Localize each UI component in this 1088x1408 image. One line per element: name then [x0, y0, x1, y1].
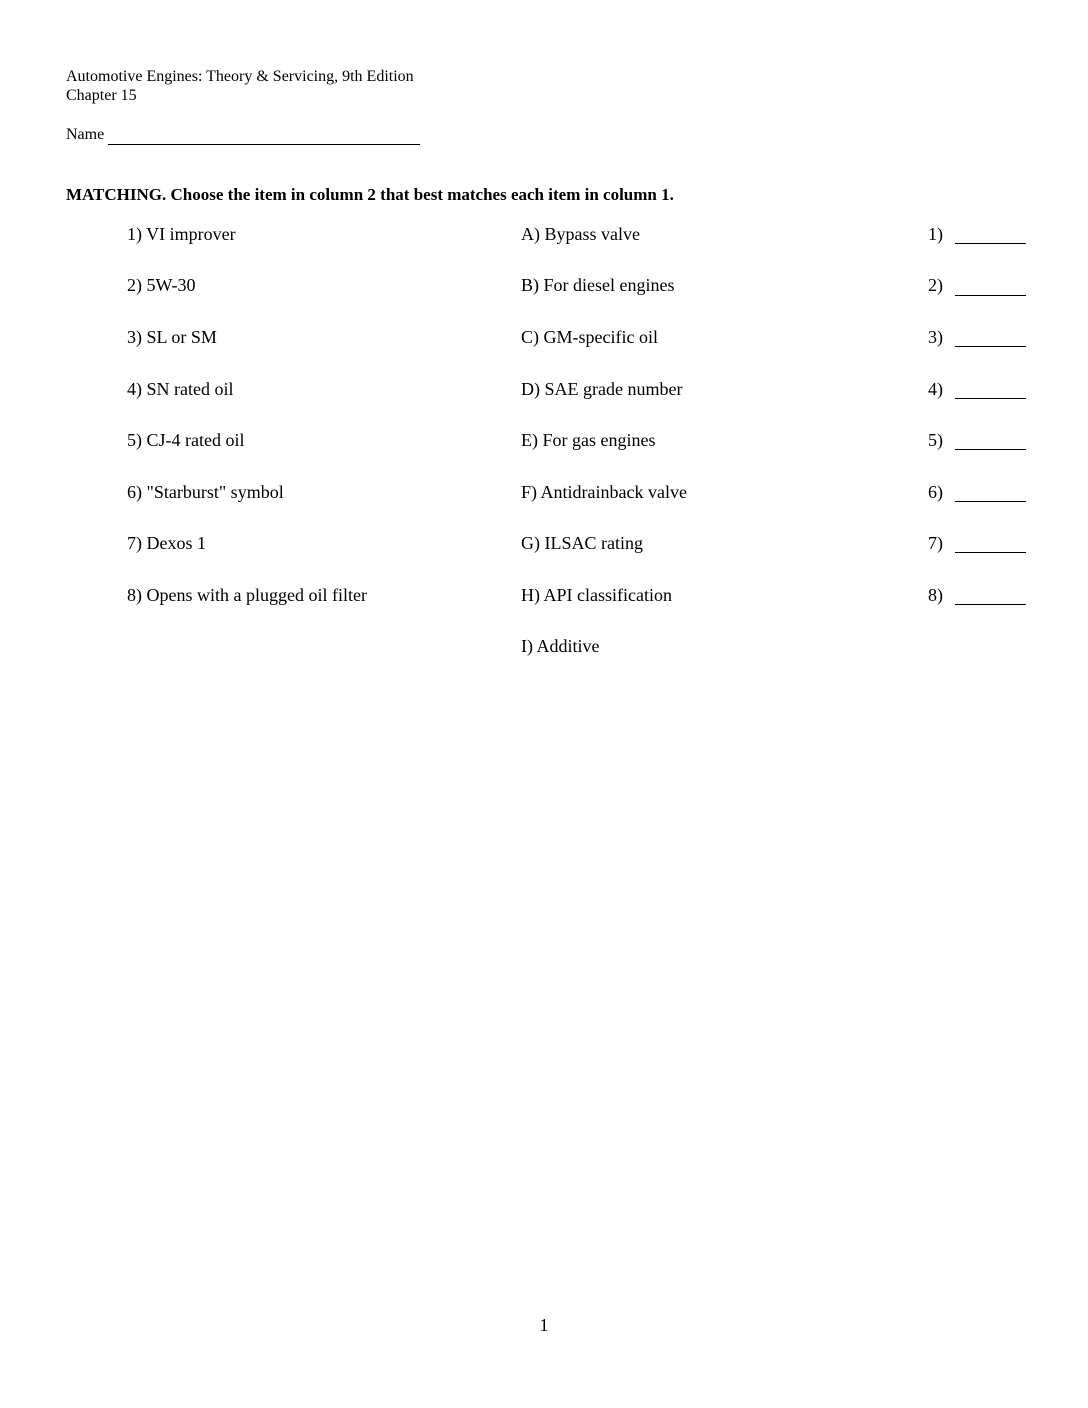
column2-item-c: C) GM-specific oil [521, 327, 658, 347]
name-label: Name [66, 126, 105, 143]
column1-item-6: 6) "Starburst" symbol [127, 482, 284, 502]
matching-instructions: MATCHING. Choose the item in column 2 that best matches each item in column 1. [66, 185, 674, 204]
column1-item-3: 3) SL or SM [127, 327, 217, 347]
column1-item-5: 5) CJ-4 rated oil [127, 430, 245, 450]
answer-number-7: 7) [928, 533, 943, 553]
book-title: Automotive Engines: Theory & Servicing, 9th Edition [66, 68, 414, 85]
answer-number-3: 3) [928, 327, 943, 347]
column2-item-d: D) SAE grade number [521, 379, 683, 399]
answer-number-6: 6) [928, 482, 943, 502]
answer-blank-1[interactable] [955, 243, 1026, 244]
answer-number-1: 1) [928, 224, 943, 244]
column2-item-g: G) ILSAC rating [521, 533, 643, 553]
answer-blank-7[interactable] [955, 552, 1026, 553]
page-number: 1 [539, 1315, 549, 1335]
answer-number-8: 8) [928, 585, 943, 605]
name-input-line[interactable] [108, 144, 420, 145]
chapter-label: Chapter 15 [66, 87, 137, 104]
column1-item-2: 2) 5W-30 [127, 275, 196, 295]
column2-item-b: B) For diesel engines [521, 275, 675, 295]
answer-blank-3[interactable] [955, 346, 1026, 347]
answer-blank-4[interactable] [955, 398, 1026, 399]
answer-blank-5[interactable] [955, 449, 1026, 450]
answer-number-4: 4) [928, 379, 943, 399]
answer-number-5: 5) [928, 430, 943, 450]
answer-number-2: 2) [928, 275, 943, 295]
answer-blank-2[interactable] [955, 295, 1026, 296]
answer-blank-6[interactable] [955, 501, 1026, 502]
column2-item-a: A) Bypass valve [521, 224, 640, 244]
column2-item-i: I) Additive [521, 636, 600, 656]
column1-item-8: 8) Opens with a plugged oil filter [127, 585, 367, 605]
answer-blank-8[interactable] [955, 604, 1026, 605]
column1-item-4: 4) SN rated oil [127, 379, 234, 399]
column2-item-h: H) API classification [521, 585, 672, 605]
column2-item-f: F) Antidrainback valve [521, 482, 687, 502]
column2-item-e: E) For gas engines [521, 430, 656, 450]
column1-item-1: 1) VI improver [127, 224, 236, 244]
column1-item-7: 7) Dexos 1 [127, 533, 206, 553]
